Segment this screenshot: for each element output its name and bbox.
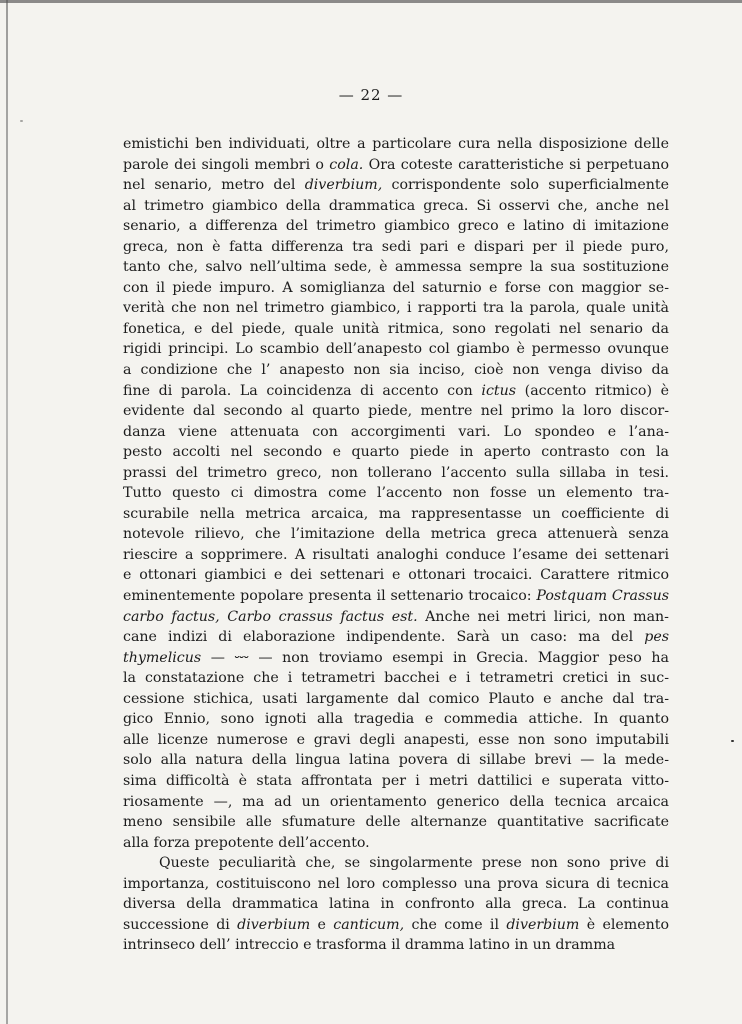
text-run: intrinseco dell’ intreccio e trasforma il dramma latino in un dramma <box>123 937 616 954</box>
text-line <box>123 524 669 545</box>
text-run: sima difficoltà è stata affrontata per i metri dattilici e superata vitto- <box>123 772 669 789</box>
text-run: senario, a differenza del trimetro giambico greco e latino di imitazione <box>123 218 669 235</box>
text-line <box>123 709 669 730</box>
text-run: riescire a sopprimere. A risultati analoghi conduce l’esame dei settenari <box>123 546 669 563</box>
text-run: greca, non è fatta differenza tra sedi pari e dispari per il piede puro, <box>123 238 669 255</box>
text-run: notevole rilievo, che l’imitazione della metrica greca attenuerà senza <box>123 526 669 543</box>
text-run: tanto che, salvo nell’ultima sede, è ammessa sempre la sua sostituzione <box>123 259 669 276</box>
text-run: fine di parola. La coincidenza di accento con <box>123 382 482 399</box>
text-run: con il piede impuro. A somiglianza del saturnio e forse con maggior se- <box>123 279 669 296</box>
ink-speck <box>731 740 734 742</box>
text-line <box>123 463 669 484</box>
italic-term: diverbium <box>506 916 580 933</box>
italic-term: carbo factus, Carbo crassus factus est. <box>123 608 418 625</box>
text-line <box>123 792 669 813</box>
text-line <box>123 607 669 628</box>
text-line <box>123 278 669 299</box>
text-line <box>123 483 669 504</box>
text-line <box>123 134 669 155</box>
page-top-edge <box>0 0 742 3</box>
text-run: nel senario, metro del <box>123 177 305 194</box>
text-line <box>123 298 669 319</box>
text-line <box>123 401 669 422</box>
text-line <box>123 442 669 463</box>
text-run: verità che non nel trimetro giambico, i rapporti tra la parola, quale unità <box>123 300 669 317</box>
text-run: la constatazione che i tetrametri bacchei e i tetrametri cretici in suc- <box>123 670 669 687</box>
text-line <box>123 730 669 751</box>
text-run: emistichi ben individuati, oltre a particolare cura nella disposizione delle <box>123 136 669 152</box>
text-run: diversa della drammatica latina in confronto alla greca. La continua <box>123 896 669 913</box>
text-run: Ora coteste caratteristiche si perpetuano <box>363 156 669 173</box>
text-run: rigidi principi. Lo scambio dell’anapesto col giambo è permesso ovunque <box>123 341 669 358</box>
text-run: Tutto questo ci dimostra come l’accento non fosse un elemento tra- <box>123 485 669 502</box>
text-run: e ottonari giambici e dei settenari e ottonari trocaici. Carattere ritmico <box>123 567 669 584</box>
text-line <box>123 545 669 566</box>
italic-term: diverbium <box>237 916 311 933</box>
text-line <box>123 853 669 874</box>
text-run: a condizione che l’ anapesto non sia inciso, cioè non venga diviso da <box>123 362 669 379</box>
text-run: parole dei singoli membri o <box>123 156 330 173</box>
text-run: prassi del trimetro greco, non tollerano l’accento sulla sillaba in tesi. <box>123 464 669 481</box>
text-run: Queste peculiarità che, se singolarmente prese non sono prive di <box>159 855 669 872</box>
text-line <box>123 339 669 360</box>
text-run: cane indizi di elaborazione indipendente. Sarà un caso: ma del <box>123 629 645 646</box>
text-run: danza viene attenuata con accorgimenti vari. Lo spondeo e l’ana- <box>123 423 669 440</box>
text-run: Anche nei metri lirici, non man- <box>417 608 669 625</box>
text-line <box>123 894 669 915</box>
text-line <box>123 504 669 525</box>
text-line <box>123 565 669 586</box>
text-line <box>123 586 669 607</box>
text-line <box>123 689 669 710</box>
italic-term: diverbium, <box>304 177 383 194</box>
page-left-edge <box>6 0 8 1024</box>
text-run: solo alla natura della lingua latina povera di sillabe brevi — la mede- <box>123 752 669 769</box>
text-line <box>123 648 669 669</box>
text-line <box>123 750 669 771</box>
text-run: corrispondente solo superficialmente <box>382 177 669 194</box>
text-run: fonetica, e del piede, quale unità ritmica, sono regolati nel senario da <box>123 320 669 337</box>
text-run: pesto accolti nel secondo e quarto piede in aperto contrasto con la <box>123 444 669 461</box>
text-run: è elemento <box>579 916 669 933</box>
text-run: (accento ritmico) è <box>516 382 669 399</box>
text-run: gico Ennio, sono ignoti alla tragedia e commedia attiche. In quanto <box>123 711 669 728</box>
text-run: scurabile nella metrica arcaica, ma rappresentasse un coefficiente di <box>123 505 669 522</box>
text-line <box>123 812 669 833</box>
text-line <box>123 155 669 176</box>
text-line <box>123 175 669 196</box>
text-run: e <box>310 916 334 933</box>
text-line <box>123 833 669 854</box>
text-line <box>123 915 669 936</box>
text-line <box>123 381 669 402</box>
text-line <box>123 771 669 792</box>
text-run: eminentemente popolare presenta il settenario trocaico: <box>123 588 537 605</box>
text-line <box>123 422 669 443</box>
text-line <box>123 360 669 381</box>
text-line <box>123 668 669 689</box>
italic-term: thymelicus <box>123 649 202 666</box>
italic-term: canticum, <box>333 916 405 933</box>
italic-term: ictus <box>481 382 517 399</box>
text-line <box>123 935 669 956</box>
text-run: meno sensibile alle sfumature delle alternanze quantitative sacrificate <box>123 814 669 831</box>
text-line <box>123 874 669 895</box>
text-line <box>123 257 669 278</box>
text-run: importanza, costituiscono nel loro complesso una prova sicura di tecnica <box>123 875 669 892</box>
text-line <box>123 196 669 217</box>
text-run: riosamente —, ma ad un orientamento generico della tecnica arcaica <box>123 793 669 810</box>
text-run: al trimetro giambico della drammatica greca. Si osservi che, anche nel <box>123 197 669 214</box>
text-line <box>123 627 669 648</box>
ink-speck <box>20 120 23 122</box>
text-run: cessione stichica, usati largamente dal comico Plauto e anche dal tra- <box>123 690 669 707</box>
text-run: — ⏑⏑⏑ — non troviamo esempi in Grecia. Maggior peso ha <box>201 649 669 666</box>
italic-term: pes <box>644 629 669 646</box>
text-line <box>123 319 669 340</box>
italic-term: Postquam Crassus <box>536 588 669 605</box>
page-number: — 22 — <box>338 86 404 104</box>
text-run: alla forza prepotente dell’accento. <box>123 834 370 851</box>
text-line <box>123 237 669 258</box>
text-run: alle licenze numerose e gravi degli anapesti, esse non sono imputabili <box>123 731 669 748</box>
italic-term: cola. <box>329 156 364 173</box>
text-run: evidente dal secondo al quarto piede, mentre nel primo la loro discor- <box>123 403 669 420</box>
text-run: che come il <box>404 916 507 933</box>
body-text <box>123 134 669 956</box>
text-run: successione di <box>123 916 238 933</box>
text-line <box>123 216 669 237</box>
